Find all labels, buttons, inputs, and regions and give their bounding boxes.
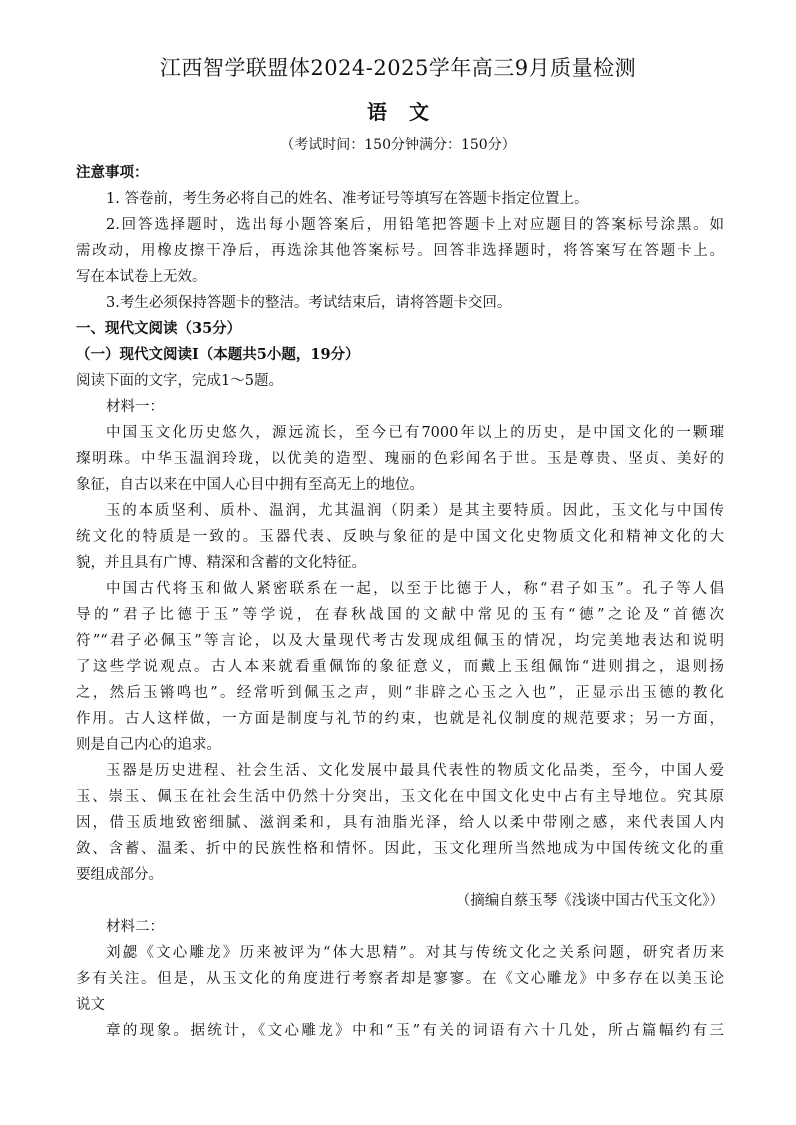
paragraph-line: 貌，并且具有广博、精深和含蓄的文化特征。 bbox=[76, 555, 366, 571]
notice-item-1: 1. 答卷前，考生务必将自己的姓名、准考证号等填写在答题卡指定位置上。 bbox=[106, 191, 589, 207]
exam-info: （考试时间：150分钟满分：150分） bbox=[280, 137, 516, 153]
notice-heading: 注意事项： bbox=[76, 164, 149, 181]
paragraph-line: 敛、含蓄、温柔、折中的民族性格和情怀。因此，玉文化理所当然地成为中国传统文化的重 bbox=[76, 841, 724, 857]
paragraph-line: 象征，自古以来在中国人心目中拥有至高无上的地位。 bbox=[76, 477, 424, 493]
material-1-label: 材料一： bbox=[106, 399, 164, 415]
paragraph-line: 多有关注。但是，从玉文化的角度进行考察者却是寥寥。在《文心雕龙》中多存在以美玉论 bbox=[76, 971, 724, 987]
exam-content bbox=[76, 160, 724, 1044]
paragraph-line: 中国古代将玉和做人紧密联系在一起，以至于比德于人，称“君子如玉”。孔子等人倡 bbox=[106, 581, 724, 597]
paragraph-line: 说文 bbox=[76, 997, 105, 1013]
paragraph-line: 统文化的特质是一致的。玉器代表、反映与象征的是中国文化史物质文化和精神文化的大 bbox=[76, 529, 724, 545]
paragraph-line: 玉的本质坚利、质朴、温润，尤其温润（阴柔）是其主要特质。因此，玉文化与中国传 bbox=[106, 503, 724, 519]
notice-item-3: 3.考生必须保持答题卡的整洁。考试结束后，请将答题卡交回。 bbox=[106, 295, 512, 311]
paragraph-line: 作用。古人这样做，一方面是制度与礼节的约束，也就是礼仪制度的规范要求；另一方面， bbox=[76, 711, 724, 727]
paragraph-line: 符”“君子必佩玉”等言论，以及大量现代考古发现成组佩玉的情况，均完美地表达和说明 bbox=[76, 633, 724, 649]
source-citation: （摘编自蔡玉琴《浅谈中国古代玉文化》） bbox=[455, 893, 724, 909]
section-heading: 一、现代文阅读（35分） bbox=[76, 320, 242, 337]
paragraph-line: 刘勰《文心雕龙》历来被评为“体大思精”。对其与传统文化之关系问题，研究者历来 bbox=[106, 945, 724, 961]
paragraph-line: 因，借玉质地致密细腻、滋润柔和，具有油脂光泽，给人以柔中带刚之感，来代表国人内 bbox=[76, 815, 724, 831]
paragraph-line: 之，然后玉锵鸣也”。经常听到佩玉之声，则“非辟之心玉之入也”，正显示出玉德的教化 bbox=[76, 685, 724, 701]
paragraph-line: 璨明珠。中华玉温润玲珑，以优美的造型、瑰丽的色彩闻名于世。玉是尊贵、坚贞、美好的 bbox=[76, 451, 724, 467]
paragraph-line: 玉器是历史进程、社会生活、文化发展中最具代表性的物质文化品类，至今，中国人爱 bbox=[106, 763, 724, 779]
notice-item-2-line-1: 2.回答选择题时，选出每小题答案后，用铅笔把答题卡上对应题目的答案标号涂黑。如 bbox=[106, 217, 724, 233]
paragraph-line: 则是自己内心的追求。 bbox=[76, 737, 221, 753]
paragraph-line: 导的“君子比德于玉”等学说，在春秋战国的文献中常见的玉有“德”之论及“首德次 bbox=[76, 607, 724, 623]
paragraph-line: 中国玉文化历史悠久，源远流长，至今已有7000年以上的历史，是中国文化的一颗璀 bbox=[106, 425, 724, 441]
exam-title: 江西智学联盟体2024-2025学年高三9月质量检测 bbox=[159, 56, 637, 80]
notice-item-2-line-2: 需改动，用橡皮擦干净后，再选涂其他答案标号。回答非选择题时，将答案写在答题卡上。 bbox=[76, 243, 724, 259]
material-2-label: 材料二： bbox=[106, 919, 164, 935]
paragraph-line: 章的现象。据统计，《文心雕龙》中和“玉”有关的词语有六十几处，所占篇幅约有三 bbox=[106, 1023, 724, 1039]
reading-instruction: 阅读下面的文字，完成1～5题。 bbox=[76, 373, 283, 389]
paragraph-line: 玉、崇玉、佩玉在社会生活中仍然十分突出，玉文化在中国文化史中占有主导地位。究其原 bbox=[76, 789, 724, 805]
paragraph-line: 要组成部分。 bbox=[76, 867, 163, 883]
paragraph-line: 了这些学说观点。古人本来就看重佩饰的象征意义，而戴上玉组佩饰“进则揖之，退则扬 bbox=[76, 659, 724, 675]
subject-title: 语文 bbox=[367, 100, 451, 124]
sub-section-heading: （一）现代文阅读Ⅰ（本题共5小题，19分） bbox=[76, 346, 360, 363]
notice-item-2-line-3: 写在本试卷上无效。 bbox=[76, 269, 207, 285]
